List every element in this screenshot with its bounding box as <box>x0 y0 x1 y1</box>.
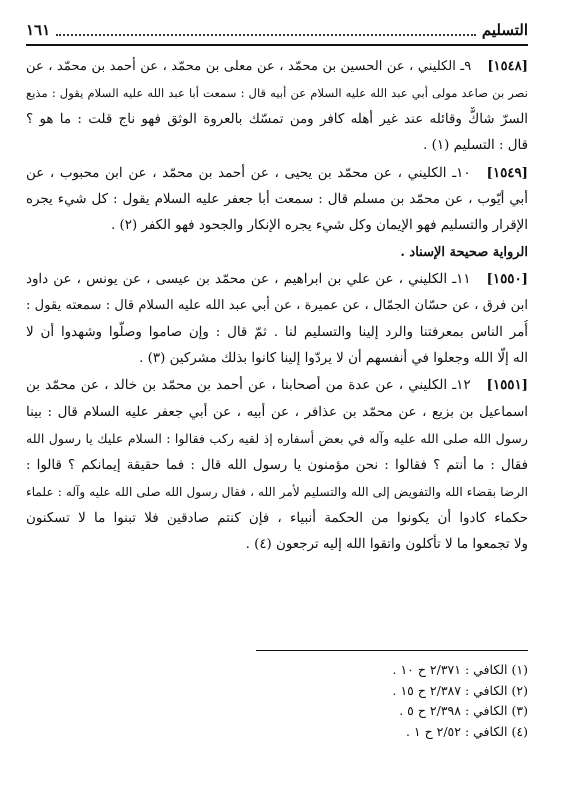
entry-number: [١٥٥٠] <box>486 270 528 287</box>
entry-number: [١٥٤٨] <box>487 59 528 74</box>
entry-line: حكماء كادوا أن يكونوا من الحكمة أنبياء ، فإن كنتم صادقين فلا تبنوا ما لا تسكنون <box>26 510 528 526</box>
entry-line: السرّ شاكٌّ وقائله عند غير أهله كافر ومن تمسّك بالعروة الوثق فهو ناج قلت : ما هو ؟ <box>26 111 528 127</box>
header-rule <box>26 44 528 46</box>
entry-line: أُمر الناس بمعرفتنا والرد إلينا والتسليم لنا . ثمّ قال : وإن صاموا وصلّوا وشهدوا أن لا <box>26 324 528 340</box>
footnote: (٣) الكافي : ٢/٣٩٨ ح ٥ . <box>399 703 528 718</box>
hadith-entry <box>26 160 528 266</box>
footnote: (٤) الكافي : ٢/٥٢ ح ١ . <box>405 723 528 739</box>
entry-line: ابن فرق ، عن حسّان الجمّال ، عن عميرة ، عن أبي عبد الله عليه السلام قال : سمعته يقول : <box>26 298 528 314</box>
header-leader-dots <box>56 24 476 36</box>
entry-line: رسول الله صلى الله عليه وآله في بعض أسفاره إذ لقيه ركب فقالوا : السلام عليك يا رسول الله <box>26 431 528 447</box>
entry-line: قال : التسليم (١) . <box>423 138 528 154</box>
page-body <box>26 54 528 558</box>
entry-line: أبي أيّوب ، عن محمّد بن مسلم قال : سمعت أبا جعفر عليه السلام يقول : كل شيء يجره <box>26 192 528 208</box>
footnotes <box>228 660 528 742</box>
entry-line: نصر بن صاعد مولى أبي عبد الله عليه السلام عن أبيه قال : سمعت أبا عبد الله عليه السلام يقول : مذيع <box>26 86 528 101</box>
entry-line: ٩ـ الكليني ، عن الحسين بن محمّد ، عن معلى بن محمّد ، عن أحمد بن محمّد ، عن <box>26 59 472 74</box>
authenticity-note: الرواية صحيحة الإسناد . <box>400 244 528 260</box>
entry-number: [١٥٤٩] <box>486 164 528 181</box>
entry-line: الرضا بقضاء الله والتفويض إلى الله والتسليم لأمر الله ، فقال رسول الله صلى الله عليه وآله : علماء <box>26 485 528 500</box>
hadith-entry <box>26 372 528 558</box>
footnote: (٢) الكافي : ٢/٣٨٧ ح ١٥ . <box>392 682 528 698</box>
entry-line: اسماعيل بن بزيع ، عن محمّد بن عذافر ، عن أبيه ، عن أبي جعفر عليه السلام قال : بينا <box>26 404 528 420</box>
entry-line: ١٢ـ الكليني ، عن عدة من أصحابنا ، عن أحمد بن محمّد بن خالد ، عن محمّد بن <box>26 378 471 394</box>
entry-line: اله إلّا الله وجعلوا في أنفسهم أن لا يردّوا إلينا كانوا بذلك مشركين (٣) . <box>139 351 528 367</box>
entry-line: ١٠ـ الكليني ، عن محمّد بن يحيى ، عن أحمد بن محمّد ، عن ابن محبوب ، عن <box>26 165 471 181</box>
footnote-rule <box>256 650 528 651</box>
hadith-entry <box>26 54 528 160</box>
running-header <box>26 18 528 42</box>
entry-line: فقال : ما أنتم ؟ فقالوا : نحن مؤمنون يا رسول الله قال : فما حقيقة إيمانكم ؟ قالوا : <box>26 457 528 473</box>
entry-line: ١١ـ الكليني ، عن علي بن ابراهيم ، عن محمّد بن عيسى ، عن يونس ، عن داود <box>26 271 471 287</box>
footnote: (١) الكافي : ٢/٣٧١ ح ١٠ . <box>392 662 528 677</box>
entry-line: الإقرار والتسليم فهو الإيمان وكل شيء يجره الإنكار والجحود فهو الكفر (٢) . <box>111 218 528 234</box>
hadith-entry <box>26 266 528 373</box>
entry-number: [١٥٥١] <box>486 377 528 394</box>
chapter-title: التسليم <box>481 21 528 39</box>
entry-line: ولا تجمعوا ما لا تأكلون واتقوا الله إليه ترجعون (٤) . <box>245 536 528 552</box>
page-number: ١٦١ <box>26 21 51 39</box>
